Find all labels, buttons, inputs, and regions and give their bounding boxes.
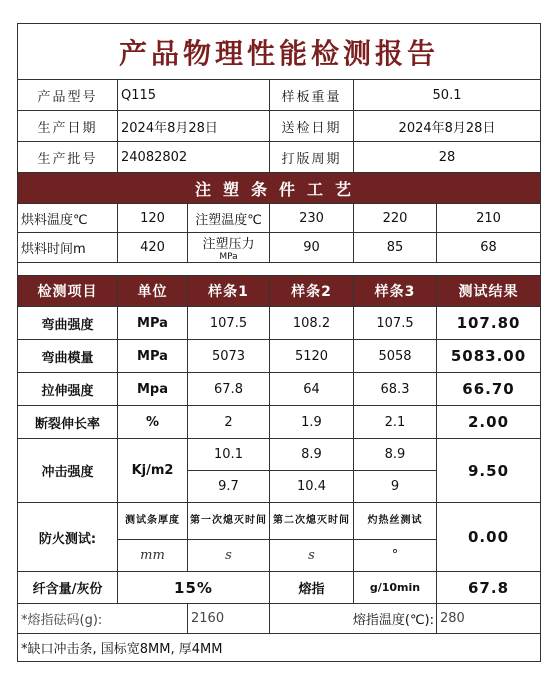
sample-value: 8.9: [354, 439, 437, 471]
row-unit: Kj/m2: [118, 439, 188, 503]
melt-unit: g/10min: [354, 572, 437, 604]
row-unit: MPa: [118, 307, 188, 340]
inj-temp-3: 210: [437, 204, 541, 233]
batch-value: 24082802: [118, 142, 270, 173]
col-header-result: 测试结果: [437, 276, 541, 307]
sample-value: 2.1: [354, 406, 437, 439]
fiber-label: 纤含量/灰份: [18, 572, 118, 604]
result-value: 107.80: [437, 307, 541, 340]
result-value: 66.70: [437, 373, 541, 406]
row-label: 弯曲强度: [18, 307, 118, 340]
footer-weight-value: 2160: [188, 604, 270, 634]
dry-time-label: 烘料时间m: [18, 233, 118, 263]
melt-value: 67.8: [437, 572, 541, 604]
inj-pressure-label: 注塑压力: [202, 237, 255, 252]
row-label: 防火测试:: [18, 503, 118, 572]
fire-header: 第二次熄灭时间: [270, 503, 354, 540]
report-title: 产品物理性能检测报告: [18, 24, 541, 80]
fire-header: 测试条厚度: [118, 503, 188, 540]
fire-header: 灼热丝测试: [354, 503, 437, 540]
result-value: 2.00: [437, 406, 541, 439]
sample-value: 2: [188, 406, 270, 439]
footer-weight-label: *熔指砝码(g):: [18, 604, 188, 634]
result-value: 5083.00: [437, 340, 541, 373]
row-unit: MPa: [118, 340, 188, 373]
report-table: [17, 23, 541, 662]
table-row: [18, 634, 541, 662]
sample-value: 1.9: [270, 406, 354, 439]
model-value: Q115: [118, 80, 270, 111]
prod-date-value: 2024年8月28日: [118, 111, 270, 142]
table-row: [18, 406, 541, 439]
inj-temp-2: 220: [354, 204, 437, 233]
melt-label: 熔指: [270, 572, 354, 604]
col-header-s2: 样条2: [270, 276, 354, 307]
report-sheet: [17, 23, 540, 662]
inj-pressure-3: 68: [437, 233, 541, 263]
footer-temp-value: 280: [437, 604, 541, 634]
footer-note: *缺口冲击条, 国标宽8MM, 厚4MM: [18, 634, 541, 662]
table-row: [18, 572, 541, 604]
row-label: 冲击强度: [18, 439, 118, 503]
sample-value: 5120: [270, 340, 354, 373]
sample-value: 5073: [188, 340, 270, 373]
fire-header: 第一次熄灭时间: [188, 503, 270, 540]
batch-label: 生产批号: [18, 142, 118, 173]
sample-value: 68.3: [354, 373, 437, 406]
fire-unit: °: [354, 540, 437, 572]
sample-value: 8.9: [270, 439, 354, 471]
col-header-s3: 样条3: [354, 276, 437, 307]
row-label: 弯曲模量: [18, 340, 118, 373]
row-label: 断裂伸长率: [18, 406, 118, 439]
sample-value: 10.4: [270, 471, 354, 503]
sample-value: 9.7: [188, 471, 270, 503]
model-label: 产品型号: [18, 80, 118, 111]
footer-temp-label: 熔指温度(℃):: [270, 604, 437, 634]
cycle-label: 打版周期: [270, 142, 354, 173]
send-date-value: 2024年8月28日: [354, 111, 541, 142]
sample-value: 107.5: [354, 307, 437, 340]
dry-time-value: 420: [118, 233, 188, 263]
inj-pressure-1: 90: [270, 233, 354, 263]
fire-unit: mm: [118, 540, 188, 572]
row-unit: Mpa: [118, 373, 188, 406]
fire-unit: s: [188, 540, 270, 572]
prod-date-label: 生产日期: [18, 111, 118, 142]
weight-label: 样板重量: [270, 80, 354, 111]
weight-value: 50.1: [354, 80, 541, 111]
dry-temp-label: 烘料温度℃: [18, 204, 118, 233]
process-band: 注塑条件工艺: [18, 173, 541, 204]
inj-temp-label: 注塑温度℃: [188, 204, 270, 233]
col-header-unit: 单位: [118, 276, 188, 307]
spacer-row: [18, 263, 541, 276]
row-label: 拉伸强度: [18, 373, 118, 406]
col-header-item: 检测项目: [18, 276, 118, 307]
cycle-value: 28: [354, 142, 541, 173]
sample-value: 5058: [354, 340, 437, 373]
table-row: [18, 340, 541, 373]
sample-value: 67.8: [188, 373, 270, 406]
sample-value: 107.5: [188, 307, 270, 340]
table-row: [18, 373, 541, 406]
fire-unit: s: [270, 540, 354, 572]
table-row: [18, 503, 541, 540]
inj-pressure-2: 85: [354, 233, 437, 263]
sample-value: 108.2: [270, 307, 354, 340]
inj-pressure-unit: MPa: [219, 252, 238, 262]
sample-value: 10.1: [188, 439, 270, 471]
table-row: [18, 307, 541, 340]
send-date-label: 送检日期: [270, 111, 354, 142]
table-row: [18, 439, 541, 471]
row-unit: %: [118, 406, 188, 439]
inj-pressure-cell: [188, 233, 270, 263]
sample-value: 9: [354, 471, 437, 503]
col-header-s1: 样条1: [188, 276, 270, 307]
table-row: [18, 604, 541, 634]
dry-temp-value: 120: [118, 204, 188, 233]
result-value: 9.50: [437, 439, 541, 503]
fiber-value: 15%: [118, 572, 270, 604]
result-value: 0.00: [437, 503, 541, 572]
inj-temp-1: 230: [270, 204, 354, 233]
sample-value: 64: [270, 373, 354, 406]
